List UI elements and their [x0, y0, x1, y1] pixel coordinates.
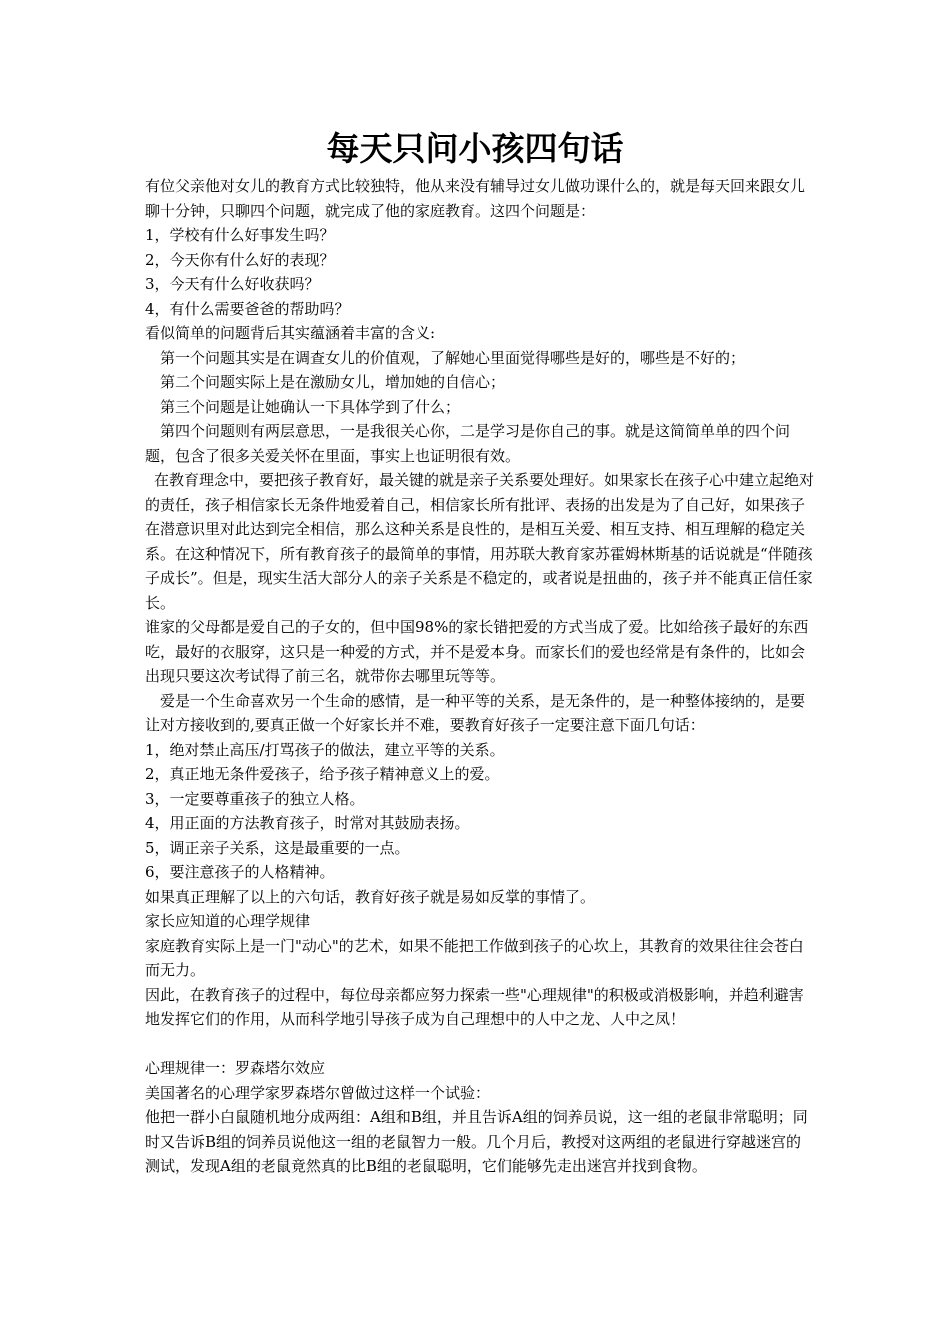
rule-5: 5，调正亲子关系，这是最重要的一点。 — [145, 838, 410, 857]
question-4: 4，有什么需要爸爸的帮助吗？ — [145, 299, 350, 318]
paragraph-experiment-intro: 美国著名的心理学家罗森塔尔曾做过这样一个试验： — [145, 1083, 491, 1102]
section-heading-psychology: 家长应知道的心理学规律 — [145, 912, 311, 930]
question-2: 2，今天你有什么好的表现？ — [145, 250, 335, 269]
question-1: 1，学校有什么好事发生吗？ — [145, 226, 335, 244]
rule-6: 6，要注意孩子的人格精神。 — [145, 863, 335, 881]
question-3: 3，今天有什么好收获吗？ — [145, 275, 320, 293]
paragraph-summary: 如果真正理解了以上的六句话，教育好孩子就是易如反掌的事情了。 — [145, 887, 596, 906]
rule-3: 3，一定要尊重孩子的独立人格。 — [145, 789, 365, 808]
explanation-1: 第一个问题其实是在调查女儿的价值观，了解她心里面觉得哪些是好的，哪些是不好的； — [160, 348, 746, 367]
explanation-2: 第二个问题实际上是在激励女儿，增加她的自信心； — [160, 373, 506, 391]
paragraph-heart-art: 家庭教育实际上是一门"动心"的艺术，如果不能把工作做到孩子的心坎上，其教育的效果往往会苍白而无力。 — [145, 936, 804, 979]
explanation-3: 第三个问题是让她确认一下具体学到了什么； — [160, 397, 461, 416]
document-title: 每天只问小孩四句话 — [326, 129, 624, 168]
section-heading-rosenthal: 心理规律一：罗森塔尔效应 — [145, 1059, 326, 1077]
blank-line — [145, 1032, 815, 1057]
paragraph-relationship: 在教育理念中，要把孩子教育好，最关键的就是亲子关系要处理好。如果家长在孩子心中建立起绝对的责任，孩子相信家长无条件地爱着自己，相信家长所有批评、表扬的出发是为了自己好，如果孩子在潜意识里对此达到完全相信，那么这种关系是良性的，是相互关爱、相互支持、相互理解的稳定关系。在这种情况下，所有教育孩子的最简单的事情，用苏联大教育家苏霍姆林斯基的话说就是“伴随孩子成长”。但是，现实生活大部分人的亲子关系是不稳定的，或者说是扭曲的，孩子并不能真正信任家长。 — [145, 471, 815, 612]
rule-1: 1，绝对禁止高压/打骂孩子的做法，建立平等的关系。 — [145, 740, 505, 759]
document-body — [145, 174, 815, 1179]
paragraph-experiment: 他把一群小白鼠随机地分成两组：A组和B组，并且告诉A组的饲养员说，这一组的老鼠非常聪明；同时又告诉B组的饲养员说他这一组的老鼠智力一般。几个月后，教授对这两组的老鼠进行穿越迷宫的测试，发现A组的老鼠竟然真的比B组的老鼠聪明，它们能够先走出迷宫并找到食物。 — [145, 1108, 808, 1175]
paragraph-love-definition: 爱是一个生命喜欢另一个生命的感情，是一种平等的关系，是无条件的，是一种整体接纳的，是要让对方接收到的,要真正做一个好家长并不难，要教育好孩子一定要注意下面几句话： — [145, 691, 806, 734]
paragraph-intro: 有位父亲他对女儿的教育方式比较独特，他从来没有辅导过女儿做功课什么的，就是每天回来跟女儿聊十分钟，只聊四个问题，就完成了他的家庭教育。这四个问题是： — [145, 177, 806, 220]
paragraph-meaning: 看似简单的问题背后其实蕴涵着丰富的含义: — [145, 324, 436, 342]
rule-2: 2，真正地无条件爱孩子，给予孩子精神意义上的爱。 — [145, 765, 500, 783]
rule-4: 4，用正面的方法教育孩子，时常对其鼓励表扬。 — [145, 814, 470, 832]
paragraph-love-method: 谁家的父母都是爱自己的子女的，但中国98%的家长错把爱的方式当成了爱。比如给孩子最好的东西吃，最好的衣服穿，这只是一种爱的方式，并不是爱本身。而家长们的爱也经常是有条件的，比如会出现只要这次考试得了前三名，就带你去哪里玩等等。 — [145, 618, 809, 685]
paragraph-therefore: 因此，在教育孩子的过程中，每位母亲都应努力探索一些"心理规律"的积极或消极影响，并趋利避害地发挥它们的作用，从而科学地引导孩子成为自己理想中的人中之龙、人中之凤！ — [145, 985, 804, 1028]
explanation-4: 第四个问题则有两层意思，一是我很关心你，二是学习是你自己的事。就是这简简单单的四个问题，包含了很多关爱关怀在里面，事实上也证明很有效。 — [145, 422, 791, 465]
